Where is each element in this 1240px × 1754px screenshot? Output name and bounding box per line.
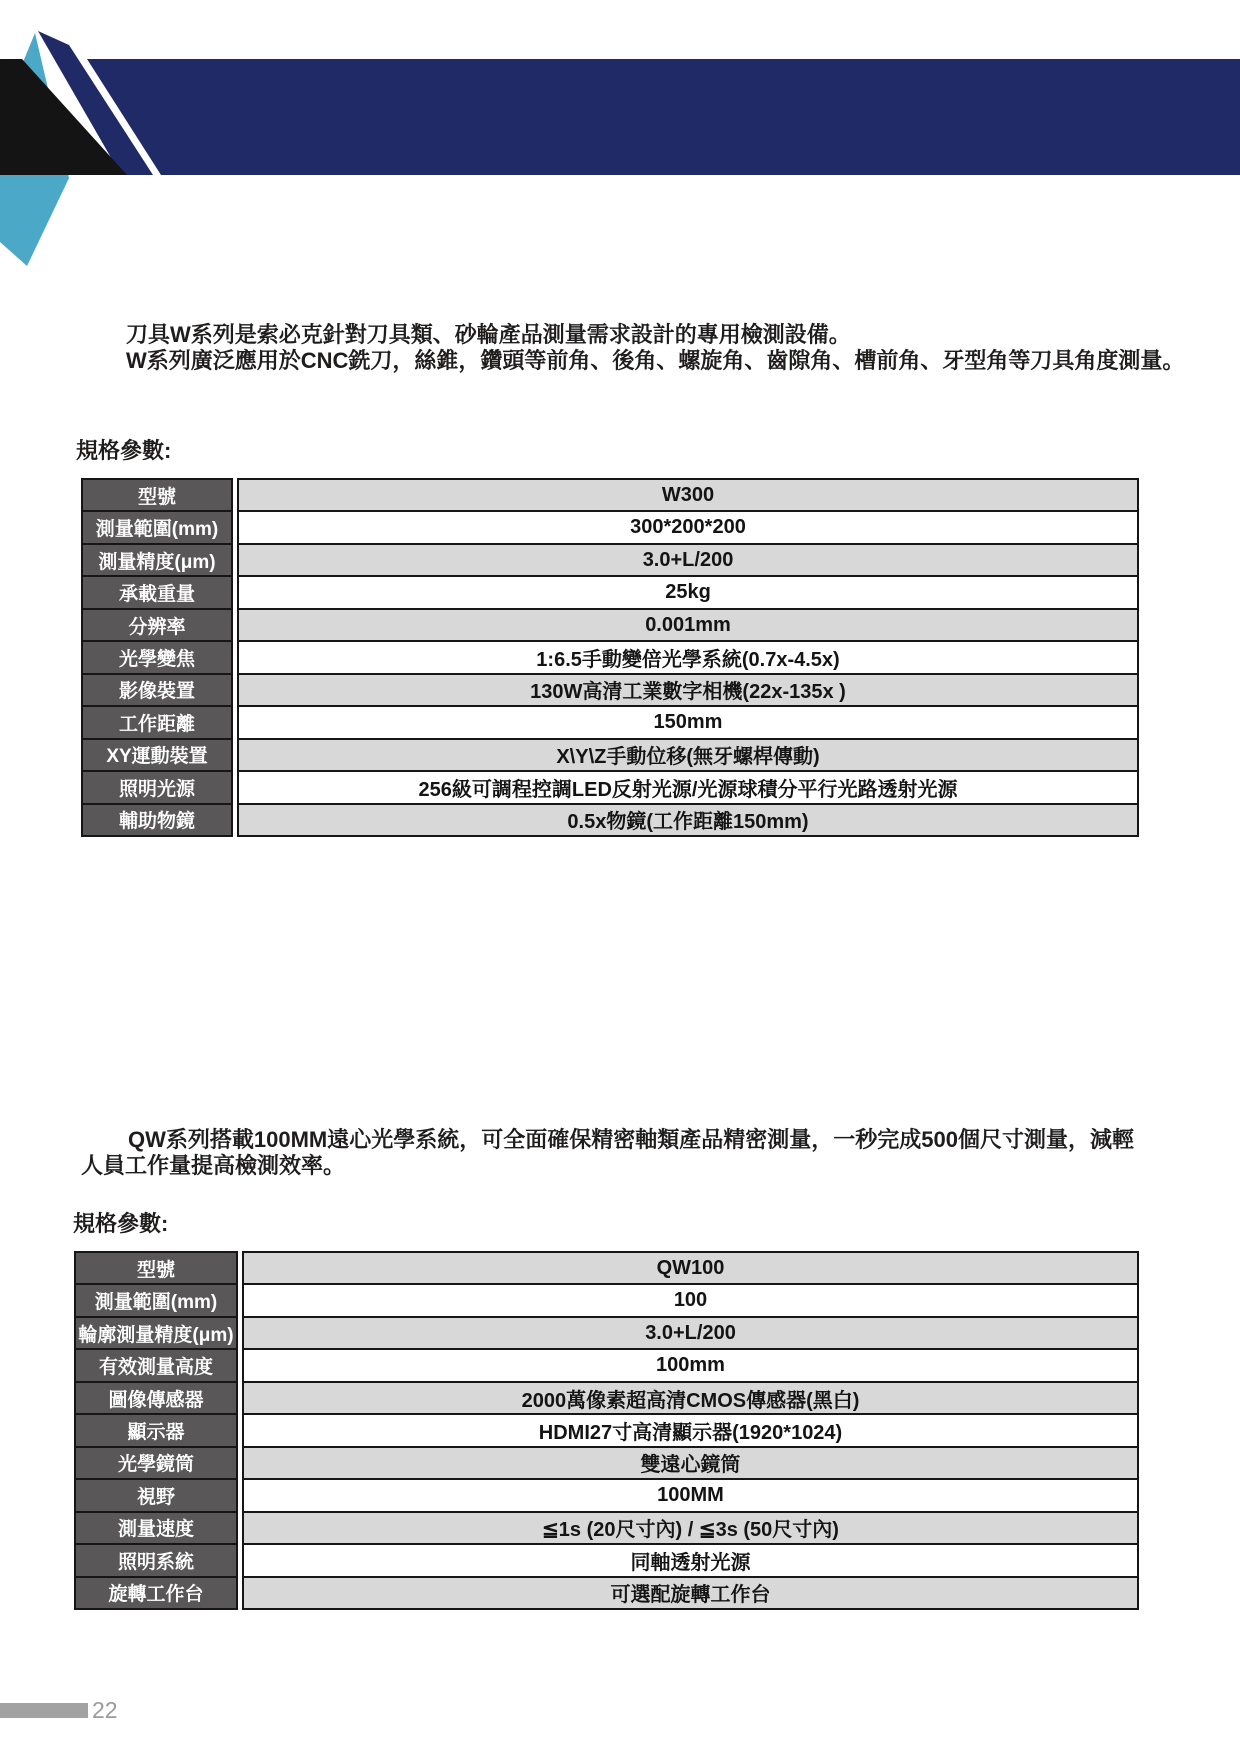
spec-label-cell: 光學變焦 (83, 642, 231, 672)
spec-label-cell: 承載重量 (83, 577, 231, 607)
footer-bar (0, 1703, 88, 1718)
spec-heading-2: 規格參數: (73, 1211, 169, 1236)
spec-value-cell: 3.0+L/200 (244, 1318, 1137, 1348)
intro-w-line1: 刀具W系列是索必克針對刀具類、砂輪產品測量需求設計的專用檢測設備。 (126, 322, 851, 347)
spec-label-cell: 有效測量高度 (76, 1350, 236, 1380)
spec-table-qw100 (74, 1251, 1139, 1610)
page-number: 22 (92, 1697, 118, 1723)
spec-value-cell: 雙遠心鏡筒 (244, 1448, 1137, 1478)
labels-column (74, 1251, 238, 1610)
intro-paragraph-qw (81, 1127, 1134, 1179)
spec-value-cell: 2000萬像素超高清CMOS傳感器(黑白) (244, 1383, 1137, 1413)
spec-value-cell: 可選配旋轉工作台 (244, 1578, 1137, 1608)
spec-label-cell: 影像裝置 (83, 675, 231, 705)
spec-value-cell: 100mm (244, 1350, 1137, 1380)
values-column (242, 1251, 1139, 1610)
spec-value-cell: 100 (244, 1285, 1137, 1315)
spec-label-cell: 顯示器 (76, 1415, 236, 1445)
spec-value-cell: 130W高清工業數字相機(22x-135x ) (239, 675, 1137, 705)
spec-label-cell: 測量範圍(mm) (83, 512, 231, 542)
spec-value-cell: 1:6.5手動變倍光學系統(0.7x-4.5x) (239, 642, 1137, 672)
spec-label-cell: 工作距離 (83, 707, 231, 737)
spec-label-cell: 旋轉工作台 (76, 1578, 236, 1608)
spec-label-cell: 照明光源 (83, 772, 231, 802)
spec-label-cell: 型號 (83, 480, 231, 510)
intro-paragraph-w (126, 322, 1184, 374)
spec-label-cell: 測量速度 (76, 1513, 236, 1543)
spec-value-cell: ≦1s (20尺寸內) / ≦3s (50尺寸內) (244, 1513, 1137, 1543)
spec-value-cell: 同軸透射光源 (244, 1545, 1137, 1575)
navy-header-band (87, 59, 1240, 175)
spec-value-cell: X\Y\Z手動位移(無牙螺桿傳動) (239, 740, 1137, 770)
spec-heading-1: 規格參數: (76, 438, 172, 463)
spec-label-cell: 視野 (76, 1480, 236, 1510)
spec-label-cell: 測量精度(μm) (83, 545, 231, 575)
spec-label-cell: XY運動裝置 (83, 740, 231, 770)
spec-value-cell: 0.5x物鏡(工作距離150mm) (239, 805, 1137, 835)
page-header-decor (0, 0, 1240, 280)
spec-label-cell: 輔助物鏡 (83, 805, 231, 835)
values-column (237, 478, 1139, 837)
labels-column (81, 478, 233, 837)
spec-label-cell: 分辨率 (83, 610, 231, 640)
spec-value-cell: 0.001mm (239, 610, 1137, 640)
spec-label-cell: 圖像傳感器 (76, 1383, 236, 1413)
spec-value-cell: 25kg (239, 577, 1137, 607)
intro-w-line2: W系列廣泛應用於CNC銑刀，絲錐，鑽頭等前角、後角、螺旋角、齒隙角、槽前角、牙型角等刀具角度測量。 (126, 348, 1185, 373)
spec-value-cell: W300 (239, 480, 1137, 510)
spec-table-w300 (81, 478, 1139, 837)
spec-label-cell: 測量範圍(mm) (76, 1285, 236, 1315)
spec-value-cell: QW100 (244, 1253, 1137, 1283)
spec-label-cell: 型號 (76, 1253, 236, 1283)
intro-qw-line1: QW系列搭載100MM遠心光學系統，可全面確保精密軸類產品精密測量，一秒完成500個尺寸測量，減輕 (128, 1127, 1134, 1152)
spec-value-cell: 150mm (239, 707, 1137, 737)
spec-value-cell: 256級可調程控調LED反射光源/光源球積分平行光路透射光源 (239, 772, 1137, 802)
intro-qw-line2: 人員工作量提高檢測效率。 (81, 1153, 346, 1178)
spec-label-cell: 照明系統 (76, 1545, 236, 1575)
spec-label-cell: 輪廓測量精度(μm) (76, 1318, 236, 1348)
spec-value-cell: 3.0+L/200 (239, 545, 1137, 575)
spec-value-cell: 300*200*200 (239, 512, 1137, 542)
spec-value-cell: HDMI27寸高清顯示器(1920*1024) (244, 1415, 1137, 1445)
spec-value-cell: 100MM (244, 1480, 1137, 1510)
spec-label-cell: 光學鏡筒 (76, 1448, 236, 1478)
